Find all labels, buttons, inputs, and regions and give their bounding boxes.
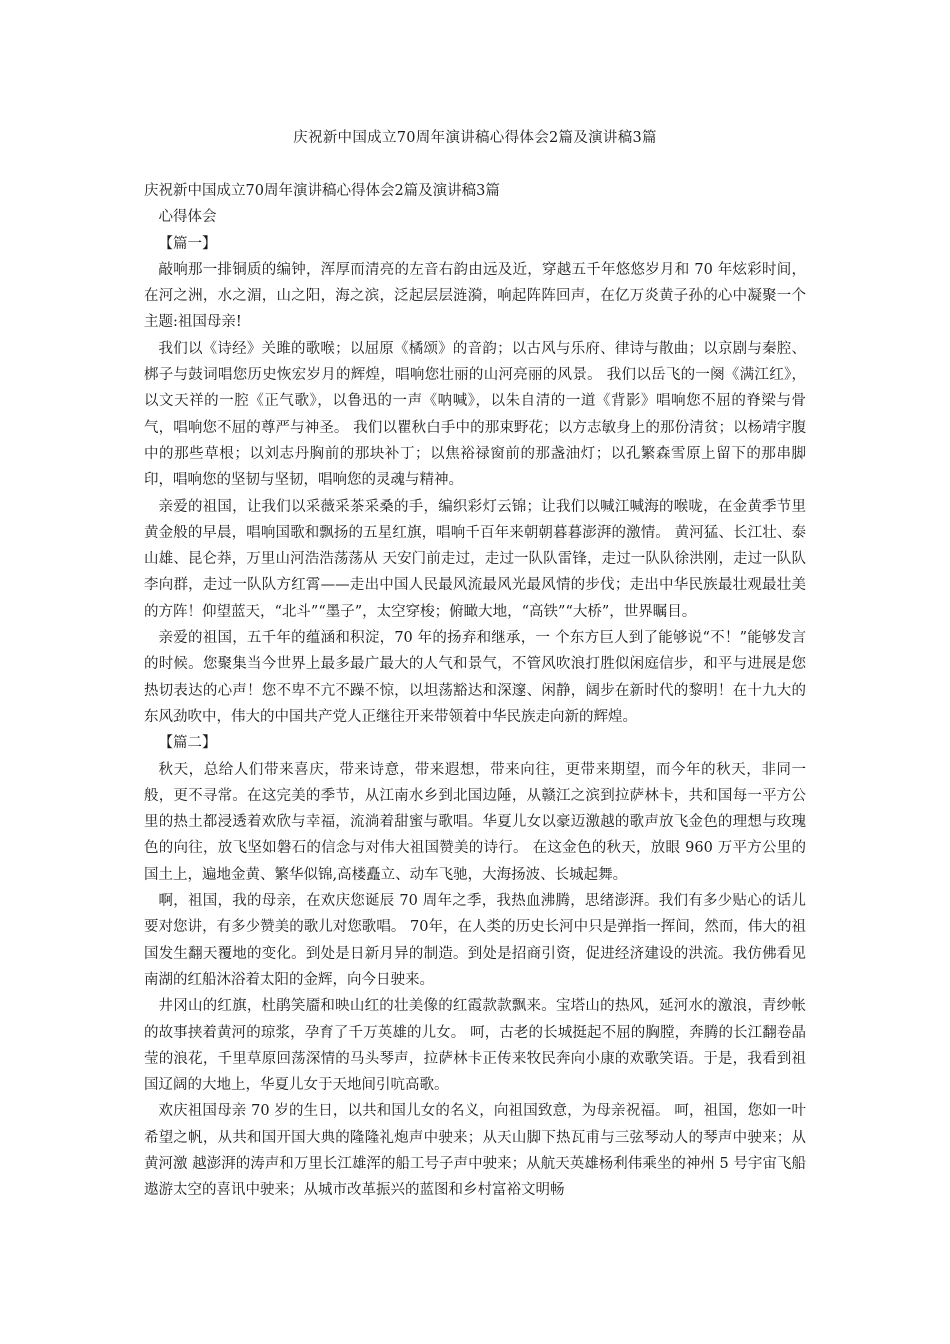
paragraph: 亲爱的祖国，让我们以采薇采茶采桑的手，编织彩灯云锦；让我们以喊江喊海的喉咙，在金黄季节里黄金般的早晨，唱响国歌和飘扬的五星红旗，唱响千百年来朝朝暮暮澎湃的激情。 黄河猛、长江壮、泰山雄、昆仑莽，万里山河浩浩荡荡从 天安门前走过，走过一队队雷锋，走过一队队徐洪刚，走过一队队李向群，走过一队队方红霄——走出中国人民最风流最风光最风情的步伐；走出中华民族最壮观最壮美的方阵！仰望蓝天，“北斗”“墨子”，太空穿梭；俯瞰大地，“高铁”“大桥”，世界瞩目。 (144, 498, 806, 620)
document-title: 庆祝新中国成立70周年演讲稿心得体会2篇及演讲稿3篇 (293, 130, 657, 146)
paragraph: 敲响那一排铜质的编钟，浑厚而清亮的左音右韵由远及近，穿越五千年悠悠岁月和 70 年炫彩时间，在河之洲，水之湄，山之阳，海之滨，泛起层层涟漪，响起阵阵回声，在亿万炎黄子孙的心中凝聚一个主题:祖国母亲! (144, 261, 806, 331)
part-heading-1: 【篇一】 (158, 235, 217, 252)
paragraph: 欢庆祖国母亲 70 岁的生日，以共和国儿女的名义，向祖国致意，为母亲祝福。 呵，祖国，您如一叶希望之帆，从共和国开国大典的隆隆礼炮声中驶来；从天山脚下热瓦甫与三弦琴动人的琴声中驶来；从黄河激 越澎湃的涛声和万里长江雄浑的船工号子声中驶来；从航天英雄杨利伟乘坐的神州 5 号宇宙飞船遨游太空的喜讯中驶来；从城市改革振兴的蓝图和乡村富裕文明畅 (144, 1103, 806, 1199)
paragraph: 秋天，总给人们带来喜庆，带来诗意，带来遐想，带来向往，更带来期望，而今年的秋天，非同一般，更不寻常。在这完美的季节，从江南水乡到北国边陲，从赣江之滨到拉萨林卡，共和国每一平方公里的热土都浸透着欢欣与幸福，流淌着甜蜜与歌唱。华夏儿女以豪迈激越的歌声放飞金色的理想与玫瑰色的向往，放飞坚如磐石的信念与对伟大祖国赞美的诗行。 在这金色的秋天，放眼 960 万平方公里的国土上，遍地金黄、繁华似锦,高楼矗立、动车飞驰，大海扬波、长城起舞。 (144, 761, 806, 883)
section-label: 心得体会 (158, 209, 217, 226)
paragraph: 井冈山的红旗，杜鹃笑靥和映山红的壮美像的红霞款款飘来。宝塔山的热风，延河水的激浪，青纱帐的故事挟着黄河的琼浆，孕育了千万英雄的儿女。 呵，古老的长城挺起不屈的胸膛，奔腾的长江翻卷晶莹的浪花，千里草原回荡深情的马头琴声，拉萨林卡正传来牧民奔向小康的欢歌笑语。于是，我看到祖国辽阔的大地上，华夏儿女于天地间引吭高歌。 (144, 998, 806, 1094)
part-heading-2: 【篇二】 (158, 735, 217, 752)
document-body (144, 178, 806, 1204)
paragraph: 啊，祖国，我的母亲，在欢庆您诞辰 70 周年之季，我热血沸腾，思绪澎湃。我们有多少贴心的话儿要对您讲，有多少赞美的歌儿对您歌唱。 70年，在人类的历史长河中只是弹指一挥间，然而，伟大的祖国发生翻天覆地的变化。到处是日新月异的制造。到处是招商引资，促进经济建设的洪流。我仿佛看见南湖的红船沐浴着太阳的金辉，向今日驶来。 (144, 893, 806, 988)
paragraph: 亲爱的祖国，五千年的蕴涵和积淀，70 年的扬弃和继承，一 个东方巨人到了能够说“不！”能够发言的时候。您聚集当今世界上最多最广最大的人气和景气，不管风吹浪打胜似闲庭信步，和平与进展是您热切表达的心声！您不卑不亢不躁不惊，以坦荡豁达和深邃、闲静，阔步在新时代的黎明！在十九大的东风劲吹中，伟大的中国共产党人正继往开来带领着中华民族走向新的辉煌。 (144, 630, 806, 725)
document-subtitle: 庆祝新中国成立70周年演讲稿心得体会2篇及演讲稿3篇 (144, 183, 500, 199)
paragraph: 我们以《诗经》关雎的歌喉；以屈原《橘颂》的音韵；以古风与乐府、律诗与散曲；以京剧与秦腔、梆子与鼓词唱您历史恢宏岁月的辉煌，唱响您壮丽的山河亮丽的风景。 我们以岳飞的一阕《满江红》，以文天祥的一腔《正气歌》，以鲁迅的一声《呐喊》，以朱自清的一道《背影》唱响您不屈的脊梁与骨气，唱响您不屈的尊严与神圣。 我们以瞿秋白手中的那束野花；以方志敏身上的那份清贫；以杨靖宇腹中的那些草根；以刘志丹胸前的那块补丁；以焦裕禄窗前的那盏油灯；以孔繁森雪原上留下的那串脚印，唱响您的坚韧与坚韧，唱响您的灵魂与精神。 (144, 340, 806, 489)
